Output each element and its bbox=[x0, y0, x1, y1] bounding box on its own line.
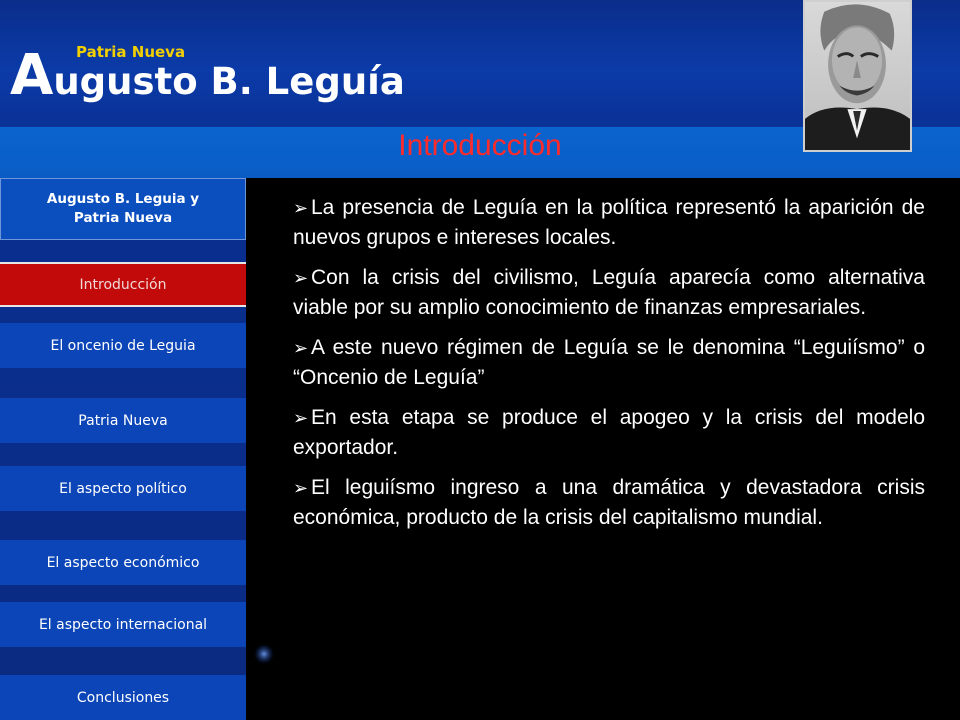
sidebar-item-label: Patria Nueva bbox=[78, 412, 168, 429]
sidebar-item-label: El oncenio de Leguia bbox=[50, 337, 196, 354]
arrow-bullet-icon: ➢ bbox=[293, 268, 309, 288]
content-body bbox=[293, 193, 925, 543]
section-title-text: Introducción bbox=[398, 129, 562, 162]
title-rest: ugusto B. Leguía bbox=[53, 60, 405, 103]
sidebar-item-patria-nueva[interactable] bbox=[0, 398, 246, 443]
sidebar-item-label: Conclusiones bbox=[76, 689, 170, 706]
arrow-bullet-icon: ➢ bbox=[293, 408, 309, 428]
sidebar-header-line1: Augusto B. Leguia y bbox=[46, 191, 200, 207]
bullet-paragraph-2: ➢ Con la crisis del civilismo, Leguía aparecía como alternativa viable por su amplio conocimiento de finanzas empresariales. bbox=[293, 266, 925, 319]
portrait-image bbox=[805, 2, 910, 150]
sidebar-item-introduccion[interactable] bbox=[0, 262, 246, 307]
portrait-photo bbox=[803, 0, 912, 152]
sidebar-item-aspecto-politico[interactable] bbox=[0, 466, 246, 511]
bullet-paragraph-3: ➢ A este nuevo régimen de Leguía se le denomina “Leguiísmo” o “Oncenio de Leguía” bbox=[293, 336, 925, 389]
title-initial: A bbox=[10, 43, 54, 108]
sidebar-item-label: El aspecto político bbox=[59, 480, 187, 497]
sidebar-item-oncenio[interactable] bbox=[0, 323, 246, 368]
page-title bbox=[10, 43, 405, 108]
decorative-strip bbox=[246, 178, 292, 720]
arrow-bullet-icon: ➢ bbox=[293, 338, 309, 358]
arrow-bullet-icon: ➢ bbox=[293, 198, 309, 218]
sidebar-nav bbox=[0, 178, 246, 720]
header-subtitle: Patria Nueva bbox=[76, 43, 186, 61]
sidebar-item-conclusiones[interactable] bbox=[0, 675, 246, 720]
sidebar-header-line2: Patria Nueva bbox=[73, 210, 173, 226]
bullet-paragraph-4: ➢ En esta etapa se produce el apogeo y la crisis del modelo exportador. bbox=[293, 406, 925, 459]
sidebar-item-aspecto-economico[interactable] bbox=[0, 540, 246, 585]
sidebar-item-label: El aspecto internacional bbox=[38, 616, 208, 633]
sidebar-item-label: Introducción bbox=[79, 276, 167, 293]
sidebar-item-label: El aspecto económico bbox=[46, 554, 200, 571]
bullet-paragraph-5: ➢ El leguiísmo ingreso a una dramática y devastadora crisis económica, producto de la crisis del capitalismo mundial. bbox=[293, 476, 925, 529]
sidebar-header[interactable] bbox=[0, 178, 246, 240]
sidebar-item-aspecto-internacional[interactable] bbox=[0, 602, 246, 647]
bullet-paragraph-1: ➢ La presencia de Leguía en la política representó la aparición de nuevos grupos e intereses locales. bbox=[293, 196, 925, 249]
arrow-bullet-icon: ➢ bbox=[293, 478, 309, 498]
